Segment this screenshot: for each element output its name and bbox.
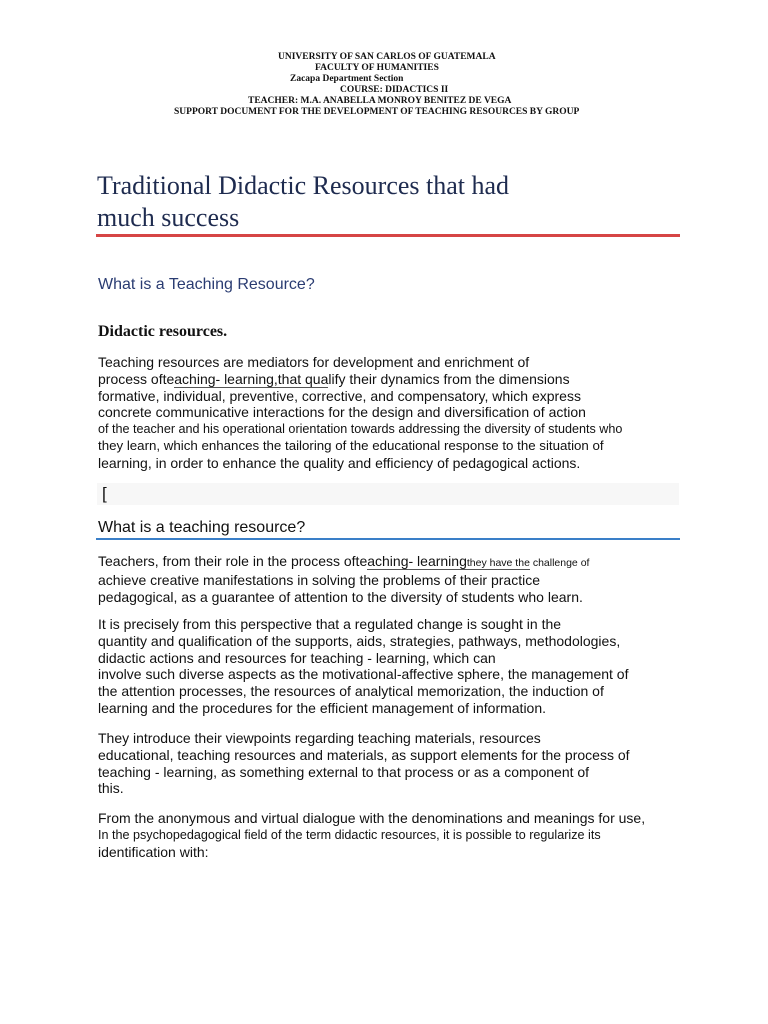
section2-heading: What is a teaching resource? — [98, 519, 306, 536]
text-line: teaching - learning, as something external to that process or as a component of — [98, 763, 590, 780]
text-line: identification with: — [98, 843, 209, 860]
text-line: It is precisely from this perspective that a regulated change is sought in the — [98, 616, 562, 632]
header-support-doc: SUPPORT DOCUMENT FOR THE DEVELOPMENT OF TEACHING RESOURCES BY GROUP — [174, 107, 580, 117]
section2-paragraph-4 — [98, 810, 688, 860]
text-line: this. — [98, 780, 124, 797]
text-line: they learn, which enhances the tailoring of the educational response to the situation of — [98, 437, 604, 453]
text-line: formative, individual, preventive, corrective, and compensatory, which express — [98, 387, 581, 404]
text-line: quantity and qualification of the supports, aids, strategies, pathways, methodologies, — [98, 632, 621, 649]
text-line: of the teacher and his operational orientation towards addressing the diversity of students who — [98, 422, 623, 437]
bracket-char: [ — [102, 484, 107, 503]
text-line: From the anonymous and virtual dialogue with the denominations and meanings for use, — [98, 810, 646, 826]
header-teacher: TEACHER: M.A. ANABELLA MONROY BENITEZ DE VEGA — [248, 96, 512, 106]
title-line-1: Traditional Didactic Resources that had — [97, 171, 510, 200]
text-line: They introduce their viewpoints regarding teaching materials, resources — [98, 730, 541, 746]
section2-paragraph-2 — [98, 616, 688, 717]
header-university: UNIVERSITY OF SAN CARLOS OF GUATEMALA — [278, 52, 496, 62]
text-line: involve such diverse aspects as the motivational-affective sphere, the management of — [98, 666, 629, 683]
text-line: didactic actions and resources for teaching - learning, which can — [98, 649, 496, 666]
header-course: COURSE: DIDACTICS II — [340, 85, 449, 95]
header-section: Zacapa Department Section — [290, 74, 404, 84]
text-line: process ofteaching- learning,that qualify their dynamics from the dimensions — [98, 370, 570, 387]
section1-heading: What is a Teaching Resource? — [98, 276, 315, 293]
text-line: achieve creative manifestations in solving the problems of their practice — [98, 571, 540, 588]
text-line: learning and the procedures for the efficient management of information. — [98, 699, 547, 716]
text-line: educational, teaching resources and materials, as support elements for the process of — [98, 746, 630, 763]
section1-paragraph — [98, 354, 688, 472]
section2-paragraph-1 — [98, 553, 688, 605]
document-title — [97, 170, 677, 234]
text-line: Teaching resources are mediators for development and enrichment of — [98, 354, 530, 370]
text-line: the attention processes, the resources of analytical memorization, the induction of — [98, 683, 604, 700]
text-line: concrete communicative interactions for the design and diversification of action — [98, 404, 586, 421]
text-line: pedagogical, as a guarantee of attention to the diversity of students who learn. — [98, 588, 583, 605]
text-line: In the psychopedagogical field of the term didactic resources, it is possible to regularize its — [98, 827, 601, 842]
header-faculty: FACULTY OF HUMANITIES — [315, 63, 439, 73]
code-block — [97, 483, 679, 505]
section2-divider — [96, 538, 680, 540]
title-divider — [96, 234, 680, 237]
text-line: learning, in order to enhance the quality and efficiency of pedagogical actions. — [98, 454, 581, 471]
text-line: Teachers, from their role in the process ofteaching- learningthey have the challenge of — [98, 553, 590, 569]
title-line-2: much success — [97, 203, 240, 232]
section1-subheading: Didactic resources. — [98, 323, 228, 340]
section2-paragraph-3 — [98, 730, 688, 797]
